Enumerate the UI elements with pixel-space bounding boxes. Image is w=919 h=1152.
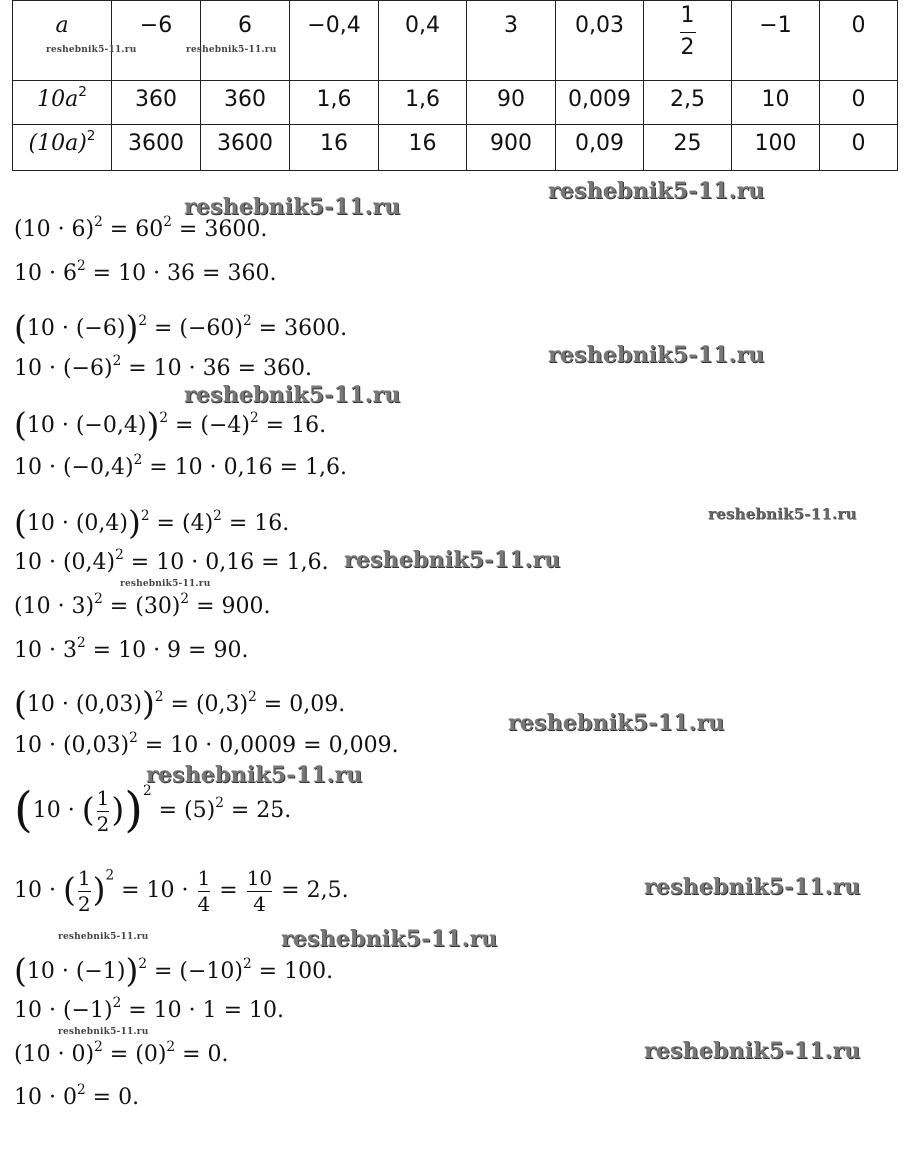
solution-line: $10 \cdot (-1)^2 = 10 \cdot 1 = 10$.: [14, 994, 285, 1023]
table-cell-half: $\frac{1}{2}$: [644, 1, 732, 81]
table-cell: 16: [379, 125, 467, 171]
solution-line: (10 · ( $\frac{1}{2}$ ))$^2 = (5)^2 = 25$.: [14, 782, 292, 838]
watermark: reshebnik5-11.ru: [46, 45, 137, 55]
watermark: reshebnik5-11.ru: [644, 1038, 861, 1064]
table-cell: 25: [644, 125, 732, 171]
solution-line: $10 \cdot (0,4)^2 = 10 \cdot 0,16 = 1,6$.: [14, 546, 329, 575]
table-cell: 360: [201, 81, 290, 125]
table-cell: 3600: [112, 125, 201, 171]
row-head-a: a: [13, 1, 112, 81]
solution-line: $(10 \cdot 6)^2 = 60^2 = 3600$.: [14, 213, 268, 242]
values-table: [12, 0, 898, 171]
solution-line: $(10 \cdot 3)^2 = (30)^2 = 900$.: [14, 590, 271, 619]
watermark: reshebnik5-11.ru: [281, 926, 498, 952]
table-cell: 900: [467, 125, 556, 171]
table-cell: 1,6: [379, 81, 467, 125]
table-cell: −0,4: [290, 1, 379, 81]
table-cell: 360: [112, 81, 201, 125]
table-cell: 0,009: [556, 81, 644, 125]
table-cell: 3600: [201, 125, 290, 171]
watermark: reshebnik5-11.ru: [184, 194, 401, 220]
table-cell: 6: [201, 1, 290, 81]
solution-line: $(10 \cdot (-6))^2 = (-60)^2 = 3600$.: [14, 308, 348, 347]
solution-line: $(10 \cdot (0,03))^2 = (0,3)^2 = 0,09$.: [14, 684, 346, 723]
table-row-a: [13, 1, 898, 81]
row-head-10a2: $10a^2$: [13, 81, 112, 125]
solution-line: $(10 \cdot (-1))^2 = (-10)^2 = 100$.: [14, 951, 334, 990]
solution-line: $(10 \cdot (0,4))^2 = (4)^2 = 16$.: [14, 503, 290, 542]
watermark: reshebnik5-11.ru: [58, 932, 149, 942]
solution-line: $10 \cdot (-0,4)^2 = 10 \cdot 0,16 = 1,6$.: [14, 451, 348, 480]
solution-line: $(10 \cdot 0)^2 = (0)^2 = 0$.: [14, 1038, 229, 1067]
table-cell: 0: [820, 125, 898, 171]
watermark: reshebnik5-11.ru: [186, 45, 277, 55]
table-cell: 2,5: [644, 81, 732, 125]
watermark: reshebnik5-11.ru: [644, 874, 861, 900]
row-head-10a-squared: $(10a)^2$: [13, 125, 112, 171]
table-cell: 0,03: [556, 1, 644, 81]
table-cell: 16: [290, 125, 379, 171]
watermark: reshebnik5-11.ru: [508, 710, 725, 736]
solution-line: $10 \cdot 0^2 = 0$.: [14, 1081, 140, 1110]
watermark: reshebnik5-11.ru: [58, 1027, 149, 1037]
table-row-10a2: [13, 81, 898, 125]
table-cell: 0: [820, 1, 898, 81]
solution-line: $10 \cdot (0,03)^2 = 10 \cdot 0,0009 = 0,009$.: [14, 729, 399, 758]
table-cell: −6: [112, 1, 201, 81]
table-cell: 100: [732, 125, 820, 171]
table-cell: 10: [732, 81, 820, 125]
table-cell: 90: [467, 81, 556, 125]
watermark: reshebnik5-11.ru: [120, 579, 211, 589]
watermark: reshebnik5-11.ru: [708, 505, 857, 523]
solution-line: $10 \cdot (-6)^2 = 10 \cdot 36 = 360$.: [14, 352, 313, 381]
table-cell: −1: [732, 1, 820, 81]
watermark: reshebnik5-11.ru: [184, 382, 401, 408]
table-row-10a-squared: [13, 125, 898, 171]
solution-line: 10 · ( $\frac{1}{2}$ )$^2$ = 10 · $\frac{1}{4}$ = $\frac{10}{4}$ = 2,5.: [14, 866, 349, 916]
solution-line: $(10 \cdot (-0,4))^2 = (-4)^2 = 16$.: [14, 405, 327, 444]
table-cell: 3: [467, 1, 556, 81]
watermark: reshebnik5-11.ru: [146, 762, 363, 788]
solution-line: $10 \cdot 3^2 = 10 \cdot 9 = 90$.: [14, 634, 249, 663]
table-cell: 1,6: [290, 81, 379, 125]
table-cell: 0,09: [556, 125, 644, 171]
table-cell: 0: [820, 81, 898, 125]
watermark: reshebnik5-11.ru: [548, 342, 765, 368]
watermark: reshebnik5-11.ru: [344, 547, 561, 573]
watermark: reshebnik5-11.ru: [548, 178, 765, 204]
solution-line: $10 \cdot 6^2 = 10 \cdot 36 = 360$.: [14, 257, 277, 286]
table-cell: 0,4: [379, 1, 467, 81]
